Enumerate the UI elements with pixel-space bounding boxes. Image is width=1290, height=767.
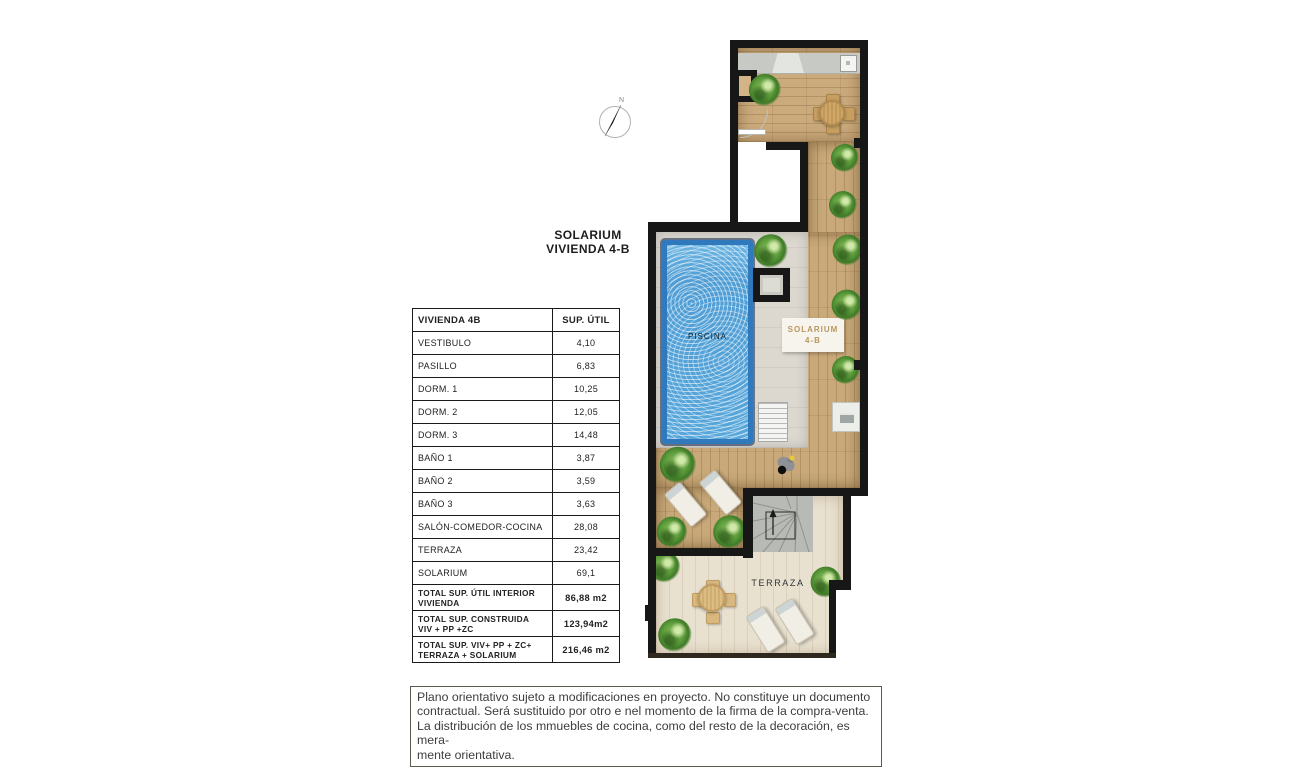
room-area-value: 12,05 [553,401,620,424]
plant-icon [831,144,859,172]
room-area-value: 14,48 [553,424,620,447]
wall [648,222,656,658]
room-name: BAÑO 2 [413,470,553,493]
room-name: BAÑO 3 [413,493,553,516]
plant-icon [754,234,788,268]
room-area-value: 3,59 [553,470,620,493]
room-name: PASILLO [413,355,553,378]
plant-icon [658,618,692,652]
total-label: TOTAL SUP. CONSTRUIDA VIV + PP +ZC [413,611,553,637]
room-name: TERRAZA [413,539,553,562]
table-row [413,493,620,516]
disclaimer-line: La distribución de los mmuebles de cocina, como del resto de la decoración, es mera- [417,718,850,748]
pool-access-steps [758,402,788,442]
wall [730,40,738,232]
outside-area [851,496,871,582]
areas-table-header-value: SUP. ÚTIL [553,309,620,332]
total-label: TOTAL SUP. VIV+ PP + ZC+ TERRAZA + SOLARIUM [413,637,553,663]
disclaimer-line: Plano orientativo sujeto a modificaciones en proyecto. No constituye un documento [417,690,871,704]
stairwell-void [738,150,800,222]
plan-title-line2: VIVIENDA 4-B [546,242,630,256]
room-area-value: 3,63 [553,493,620,516]
wall [854,138,860,148]
table-total-row [413,585,620,611]
total-label: TOTAL SUP. ÚTIL INTERIOR VIVIENDA [413,585,553,611]
table-total-row [413,611,620,637]
wall [645,605,656,621]
total-value: 123,94m2 [553,611,620,637]
door-opening [738,142,766,150]
plant-icon [749,74,781,106]
plant-icon [833,235,864,266]
plan-title [540,228,636,256]
plant-icon [832,290,863,321]
plant-icon [660,447,696,483]
terraza-label: TERRAZA [751,578,805,588]
person-icon [773,450,801,478]
table-row [413,539,620,562]
solarium-label-line2: 4-B [805,336,821,345]
cooker-hood-icon [772,53,804,73]
wall [829,588,836,658]
compass-north-icon [594,92,638,142]
room-name: SOLARIUM [413,562,553,585]
table-row [413,424,620,447]
round-table [819,100,845,126]
door-leaf [738,129,766,135]
room-area-value: 23,42 [553,539,620,562]
areas-table-header [413,309,620,332]
table-row [413,447,620,470]
total-value: 216,46 m2 [553,637,620,663]
room-area-value: 6,83 [553,355,620,378]
plant-icon [829,191,857,219]
room-name: BAÑO 1 [413,447,553,470]
wall [648,653,836,658]
floorplan-drawing [645,40,871,668]
room-area-value: 3,87 [553,447,620,470]
wall [843,492,851,582]
wall [800,142,808,232]
room-name: VESTIBULO [413,332,553,355]
solarium-label-line1: SOLARIUM [787,325,839,334]
wall [730,40,868,48]
wall [854,360,860,370]
room-name: SALÓN-COMEDOR-COCINA [413,516,553,539]
wall [648,222,808,232]
table-row [413,516,620,539]
swimming-pool [662,240,753,444]
disclaimer-line: contractual. Será sustituido por otro e nel momento de la firma de la compra-venta. [417,704,869,719]
round-table [698,584,726,612]
areas-table [412,308,620,663]
table-row [413,332,620,355]
wall [860,40,868,493]
total-value: 86,88 m2 [553,585,620,611]
table-row [413,562,620,585]
room-name: DORM. 2 [413,401,553,424]
equipment-box [832,402,860,432]
areas-table-header-name: VIVIENDA 4B [413,309,553,332]
room-name: DORM. 3 [413,424,553,447]
table-row [413,355,620,378]
room-area-value: 28,08 [553,516,620,539]
room-area-value: 69,1 [553,562,620,585]
plant-icon [657,517,688,548]
piscina-label: PISCINA [687,332,727,342]
room-area-value: 4,10 [553,332,620,355]
table-row [413,378,620,401]
room-area-value: 10,25 [553,378,620,401]
plan-title-line1: SOLARIUM [554,228,622,242]
outside-area [836,590,871,660]
plant-icon [713,515,747,549]
compass-north-letter: N [619,97,625,104]
skylight-box [753,268,790,302]
table-row [413,470,620,493]
room-name: DORM. 1 [413,378,553,401]
stairs-icon [753,495,813,552]
table-total-row [413,637,620,663]
wall [648,548,753,556]
table-row [413,401,620,424]
disclaimer-line: mente orientativa. [417,747,515,762]
solarium-unit-label [782,318,844,352]
sink-icon [840,55,857,72]
